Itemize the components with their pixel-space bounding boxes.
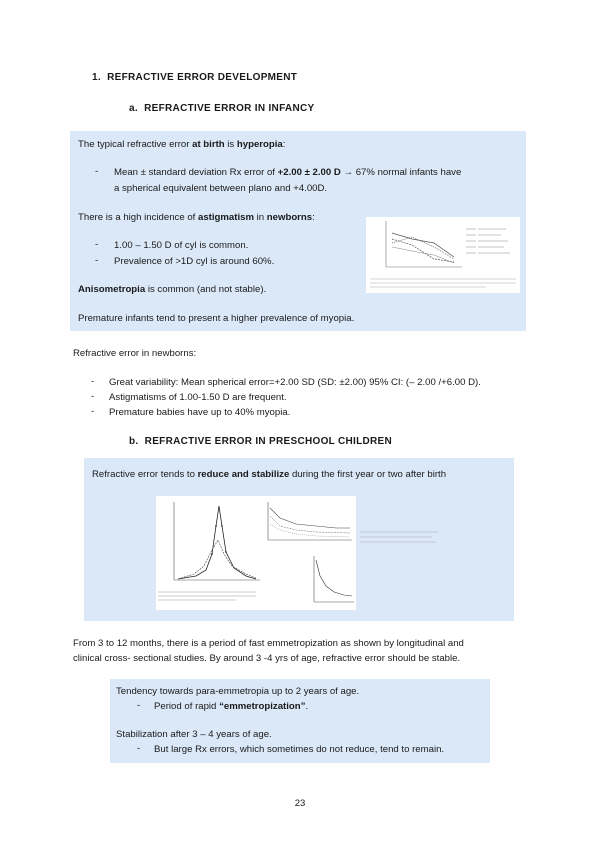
subsection-heading-preschool: b. REFRACTIVE ERROR IN PRESCHOOL CHILDREN [129,436,393,447]
subsection-heading-infancy: a. REFRACTIVE ERROR IN INFANCY [129,103,315,114]
cyl-bullet-2: Prevalence of >1D cyl is around 60%. [114,256,275,267]
rapid-emmetropization-bullet: Period of rapid “emmetropization”. [154,701,309,712]
para-emmetropia-line: Tendency towards para-emmetropia up to 2 years of age. [116,686,360,697]
mean-rx-line: Mean ± standard deviation Rx error of +2.00 ± 2.00 D → 67% normal infants have [114,167,462,178]
birth-refraction-line: The typical refractive error at birth is hyperopia: [78,139,286,150]
bullet-dash: - [95,239,99,250]
astigmatism-line-chart [366,217,520,293]
emmetropization-paragraph-line1: From 3 to 12 months, there is a period of fast emmetropization as shown by longitudinal and [73,638,464,649]
stabilization-line: Stabilization after 3 – 4 years of age. [116,729,272,740]
bullet-dash: - [91,376,95,387]
bullet-dash: - [137,700,141,711]
anisometropia-line: Anisometropia is common (and not stable). [78,284,267,295]
newborn-heading: Refractive error in newborns: [73,348,197,359]
page-number: 23 [294,798,306,809]
refraction-distribution-chart [156,496,356,610]
figure-caption-lines [360,526,440,550]
bullet-dash: - [91,391,95,402]
bullet-dash: - [137,743,141,754]
emmetropization-paragraph-line2: clinical cross- sectional studies. By around 3 -4 yrs of age, refractive error should be stable. [73,653,461,664]
cyl-bullet-1: 1.00 – 1.50 D of cyl is common. [114,240,249,251]
section-heading: 1. REFRACTIVE ERROR DEVELOPMENT [92,72,298,83]
newborn-bullet-3: Premature babies have up to 40% myopia. [109,407,291,418]
newborn-bullet-1: Great variability: Mean spherical error=+2.00 SD (SD: ±2.00) 95% CI: (– 2.00 /+6.00 D). [109,377,481,388]
premature-line: Premature infants tend to present a higher prevalence of myopia. [78,313,355,324]
newborn-bullet-2: Astigmatisms of 1.00-1.50 D are frequent. [109,392,287,403]
reduce-stabilize-line: Refractive error tends to reduce and stabilize during the first year or two after birth [92,469,447,480]
bullet-dash: - [95,166,99,177]
caption-placeholder-lines [360,526,440,550]
astigmatism-figure [366,217,520,293]
astigmatism-line: There is a high incidence of astigmatism in newborns: [78,212,315,223]
mean-rx-line-cont: a spherical equivalent between plano and +4.00D. [114,183,328,194]
bullet-dash: - [91,406,95,417]
bullet-dash: - [95,255,99,266]
large-rx-bullet: But large Rx errors, which sometimes do not reduce, tend to remain. [154,744,445,755]
preschool-figure [156,496,356,610]
